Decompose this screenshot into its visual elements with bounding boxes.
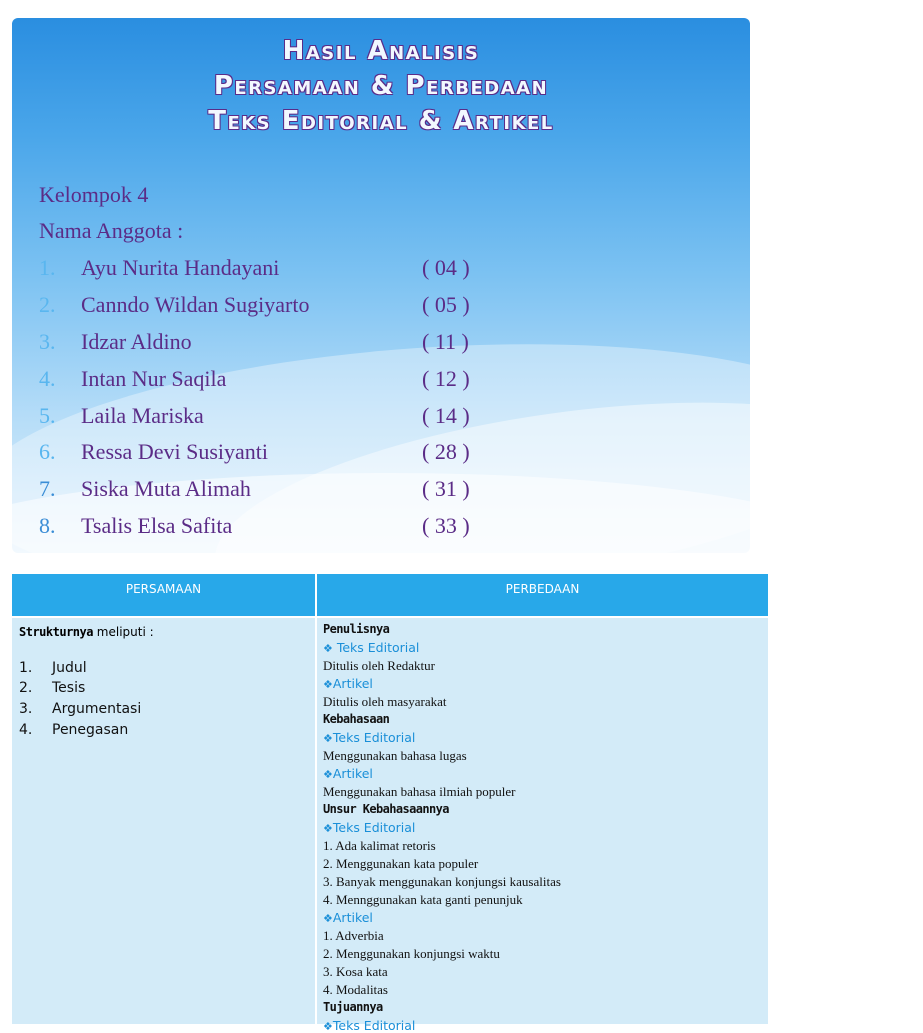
section-heading: [323, 712, 389, 726]
line-text: 4. Modalitas: [323, 982, 388, 997]
list-item: [19, 660, 87, 676]
list-item: [323, 928, 384, 944]
member-code: ( 05 ): [422, 292, 470, 317]
diamond-bullet-icon: ❖: [323, 732, 333, 745]
member-row: [39, 513, 519, 543]
list-item: [323, 964, 388, 980]
member-name: Tsalis Elsa Safita: [81, 513, 233, 538]
list-item: [19, 680, 85, 696]
list-number: 4.: [19, 722, 33, 738]
list-item: [323, 946, 500, 962]
member-number: 1.: [39, 255, 56, 280]
section-heading: [323, 1000, 383, 1014]
list-number: 1.: [19, 660, 33, 676]
member-row: [39, 476, 519, 506]
member-number: 6.: [39, 439, 56, 464]
title-line-3: Teks Editorial & Artikel: [208, 106, 554, 136]
diamond-bullet-icon: ❖: [323, 912, 333, 925]
list-item: [323, 838, 436, 854]
member-name: Ressa Devi Susiyanti: [81, 439, 268, 464]
sub-heading: [323, 730, 415, 745]
member-code: ( 28 ): [422, 439, 470, 464]
member-number: 5.: [39, 403, 56, 428]
sub-heading: [323, 766, 373, 781]
members-label: Nama Anggota :: [39, 218, 184, 243]
structure-heading: [19, 624, 154, 640]
line-text: Menggunakan bahasa ilmiah populer: [323, 784, 516, 799]
line-text: Artikel: [332, 766, 373, 781]
line-text: Teks Editorial: [332, 1018, 416, 1033]
member-row: [39, 255, 519, 285]
member-code: ( 14 ): [422, 403, 470, 428]
member-number: 4.: [39, 366, 56, 391]
line-text: Menggunakan bahasa lugas: [323, 748, 467, 763]
member-number: 2.: [39, 292, 56, 317]
column-header-perbedaan: PERBEDAAN: [317, 574, 768, 616]
member-row: [39, 403, 519, 433]
line-text: 3. Banyak menggunakan konjungsi kausalitas: [323, 874, 561, 889]
diamond-bullet-icon: ❖: [323, 768, 333, 781]
diamond-bullet-icon: ❖: [323, 822, 333, 835]
sub-heading: [323, 910, 373, 925]
comparison-table: [12, 574, 768, 1033]
list-item: [323, 856, 478, 872]
member-number: 8.: [39, 513, 56, 538]
member-name: Siska Muta Alimah: [81, 476, 251, 501]
line-text: 2. Menggunakan konjungsi waktu: [323, 946, 500, 961]
sub-heading: [323, 676, 373, 691]
list-item: [323, 982, 388, 998]
line-text: 2. Menggunakan kata populer: [323, 856, 479, 871]
title-slide: [12, 18, 750, 553]
diamond-bullet-icon: ❖: [323, 642, 333, 655]
line-text: Tujuannya: [323, 1000, 383, 1014]
member-code: ( 04 ): [422, 255, 470, 280]
diamond-bullet-icon: ❖: [323, 1020, 333, 1033]
title-line-2: Persamaan & Perbedaan: [213, 71, 549, 101]
line-text: 4. Mennggunakan kata ganti penunjuk: [323, 892, 523, 907]
structure-heading-rest: meliputi :: [92, 625, 154, 639]
member-code: ( 11 ): [422, 329, 469, 354]
member-row: [39, 366, 519, 396]
member-code: ( 12 ): [422, 366, 470, 391]
column-header-persamaan: PERSAMAAN: [12, 574, 315, 616]
member-name: Ayu Nurita Handayani: [81, 255, 280, 280]
line-text: Unsur Kebahasaannya: [323, 802, 449, 816]
list-item: [19, 722, 128, 738]
line-text: 1. Ada kalimat retoris: [323, 838, 436, 853]
perbedaan-cell: [317, 618, 768, 1033]
list-item: [323, 748, 467, 764]
list-text: Judul: [52, 660, 87, 676]
list-item: [323, 658, 435, 674]
line-text: Ditulis oleh Redaktur: [323, 658, 435, 673]
section-heading: [323, 622, 389, 636]
member-name: Intan Nur Saqila: [81, 366, 227, 391]
list-item: [323, 694, 446, 710]
list-number: 3.: [19, 701, 33, 717]
member-row: [39, 439, 519, 469]
member-row: [39, 292, 519, 322]
title-line-1: Hasil Analisis: [282, 36, 480, 66]
list-text: Penegasan: [52, 722, 129, 738]
sub-heading: [323, 640, 419, 655]
list-item: [19, 701, 141, 717]
member-code: ( 33 ): [422, 513, 470, 538]
member-name: Idzar Aldino: [81, 329, 192, 354]
list-number: 2.: [19, 680, 33, 696]
list-text: Tesis: [52, 680, 86, 696]
member-code: ( 31 ): [422, 476, 470, 501]
line-text: Teks Editorial: [332, 640, 420, 655]
section-heading: [323, 802, 449, 816]
slide-title: [12, 34, 750, 139]
line-text: Teks Editorial: [332, 730, 416, 745]
member-row: [39, 329, 519, 359]
list-item: [323, 784, 515, 800]
list-item: [323, 892, 523, 908]
group-label: Kelompok 4: [39, 182, 149, 207]
persamaan-cell: [12, 618, 315, 1024]
line-text: 3. Kosa kata: [323, 964, 388, 979]
line-text: Kebahasaan: [323, 712, 390, 726]
list-text: Argumentasi: [52, 701, 142, 717]
structure-heading-bold: Strukturnya: [19, 625, 93, 639]
member-number: 7.: [39, 476, 56, 501]
member-number: 3.: [39, 329, 56, 354]
line-text: Artikel: [332, 910, 373, 925]
diamond-bullet-icon: ❖: [323, 678, 333, 691]
line-text: Teks Editorial: [332, 820, 416, 835]
line-text: Ditulis oleh masyarakat: [323, 694, 447, 709]
sub-heading: [323, 1018, 415, 1033]
sub-heading: [323, 820, 415, 835]
line-text: Artikel: [332, 676, 373, 691]
line-text: 1. Adverbia: [323, 928, 384, 943]
list-item: [323, 874, 561, 890]
member-name: Laila Mariska: [81, 403, 204, 428]
line-text: Penulisnya: [323, 622, 390, 636]
member-name: Canndo Wildan Sugiyarto: [81, 292, 310, 317]
